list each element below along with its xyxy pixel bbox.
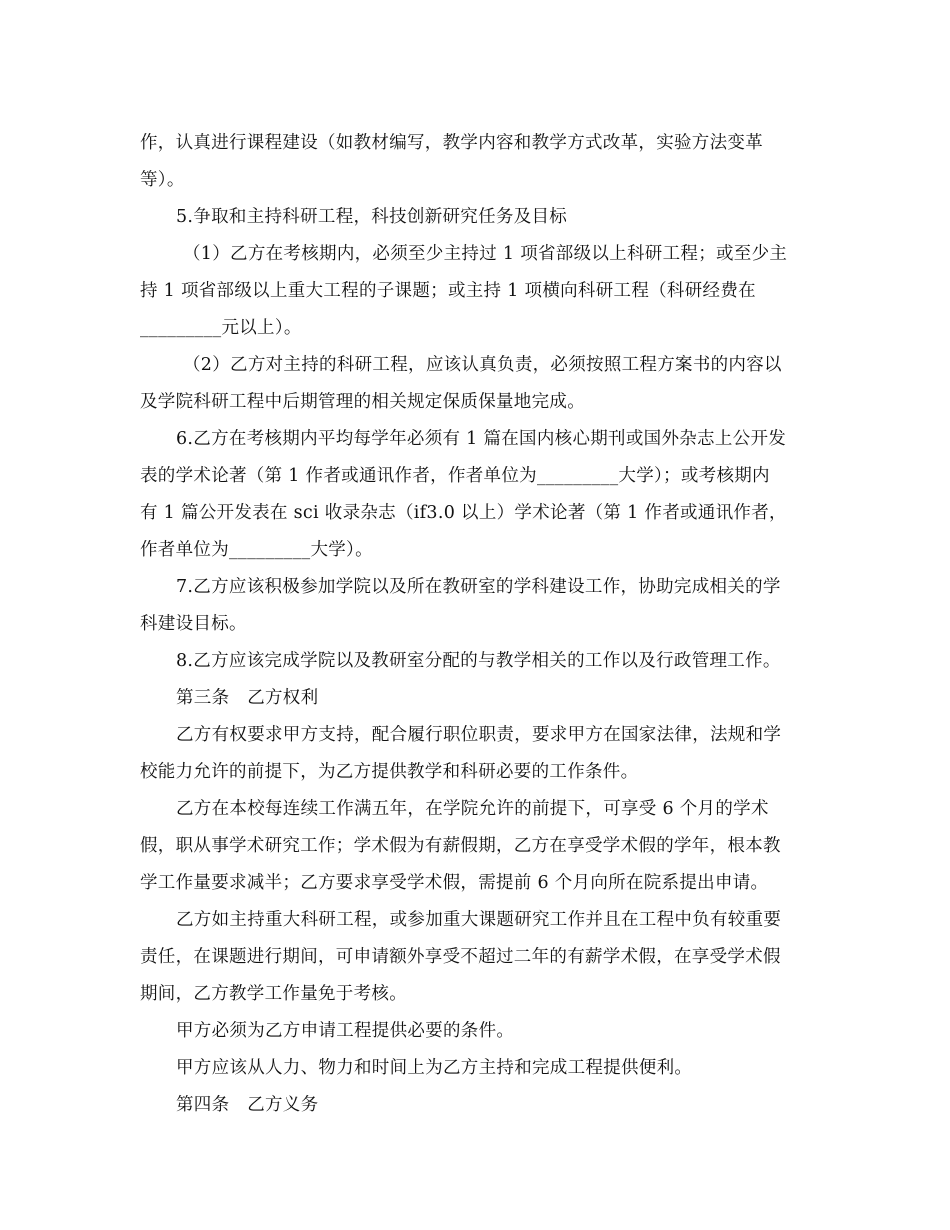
text-line: 作者单位为_________大学）。: [140, 540, 373, 560]
section-item-7: 7.乙方应该积极参加学院以及所在教研室的学科建设工作，协助完成相关的学: [176, 577, 781, 597]
article-heading: 第三条 乙方权利: [176, 688, 319, 708]
text-line: 期间，乙方教学工作量免于考核。: [140, 984, 407, 1004]
text-line: 作，认真进行课程建设（如教材编写，教学内容和教学方式改革，实验方法变革: [140, 133, 763, 153]
text-line: 科建设目标。: [140, 614, 247, 634]
section-item-5: 5.争取和主持科研工程，科技创新研究任务及目标: [176, 207, 568, 227]
text-line: （2）乙方对主持的科研工程，应该认真负责，必须按照工程方案书的内容以: [183, 355, 782, 375]
text-line: 甲方必须为乙方申请工程提供必要的条件。: [176, 1021, 515, 1041]
text-line: 假，职从事学术研究工作；学术假为有薪假期，乙方在享受学术假的学年，根本教: [140, 836, 781, 856]
section-item-6: 6.乙方在考核期内平均每学年必须有 1 篇在国内核心期刊或国外杂志上公开发: [176, 429, 787, 449]
text-line: _________元以上）。: [140, 318, 302, 338]
article-heading: 第四条 乙方义务: [176, 1095, 319, 1115]
text-line: 及学院科研工程中后期管理的相关规定保质保量地完成。: [140, 392, 585, 412]
text-line: 有 1 篇公开发表在 sci 收录杂志（if3.0 以上）学术论著（第 1 作者或通讯作者，: [140, 503, 787, 523]
text-line: 乙方在本校每连续工作满五年，在学院允许的前提下，可享受 6 个月的学术: [176, 799, 769, 819]
text-line: 乙方如主持重大科研工程，或参加重大课题研究工作并且在工程中负有较重要: [176, 910, 782, 930]
text-line: 等）。: [140, 170, 185, 190]
text-line: 责任，在课题进行期间，可申请额外享受不超过二年的有薪学术假，在享受学术假: [140, 947, 781, 967]
text-line: 学工作量要求减半；乙方要求享受学术假，需提前 6 个月向所在院系提出申请。: [140, 873, 769, 893]
text-line: 乙方有权要求甲方支持，配合履行职位职责，要求甲方在国家法律，法规和学: [176, 725, 782, 745]
text-line: 校能力允许的前提下，为乙方提供教学和科研必要的工作条件。: [140, 762, 639, 782]
section-item-8: 8.乙方应该完成学院以及教研室分配的与教学相关的工作以及行政管理工作。: [176, 651, 781, 671]
text-line: 表的学术论著（第 1 作者或通讯作者，作者单位为_________大学）；或考核期内: [140, 466, 770, 486]
text-line: 持 1 项省部级以上重大工程的子课题；或主持 1 项横向科研工程（科研经费在: [140, 281, 756, 301]
text-line: （1）乙方在考核期内，必须至少主持过 1 项省部级以上科研工程；或至少主: [183, 244, 788, 264]
text-line: 甲方应该从人力、物力和时间上为乙方主持和完成工程提供便利。: [176, 1058, 693, 1078]
